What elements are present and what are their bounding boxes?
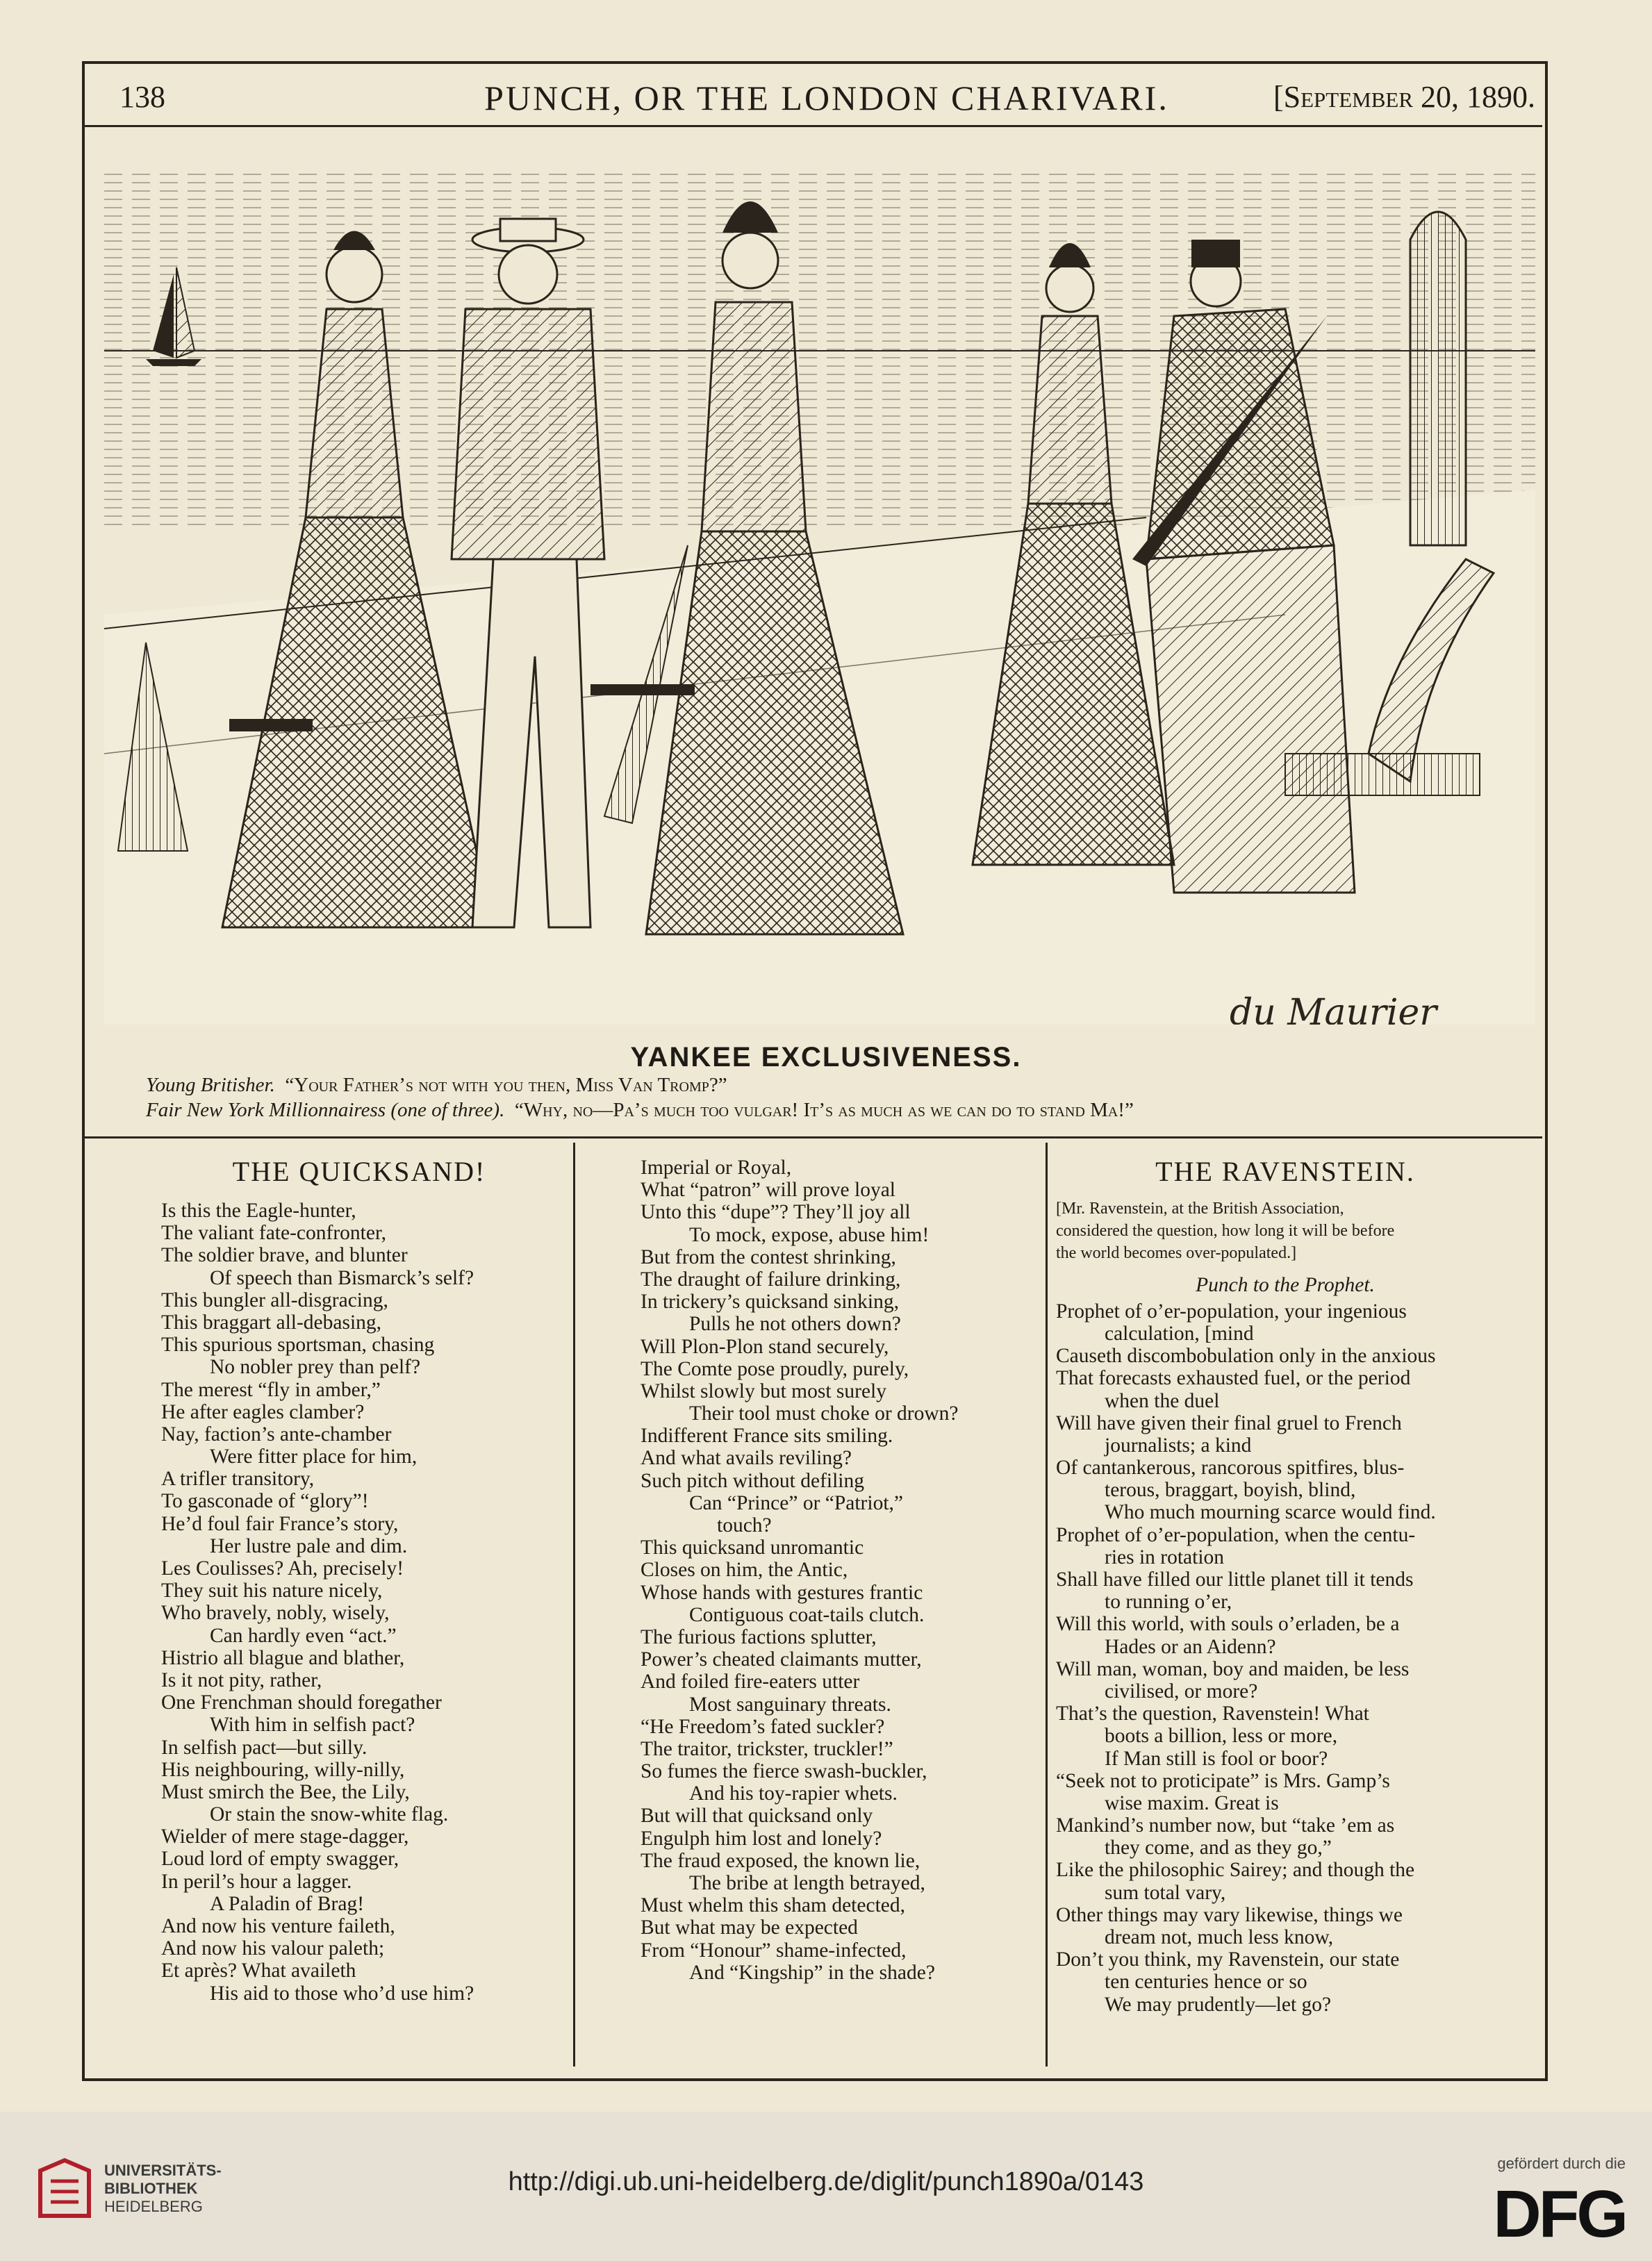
verse-line: considered the question, how long it will be before bbox=[1056, 1222, 1395, 1241]
column-divider-2 bbox=[1046, 1143, 1048, 2067]
verse-line: when the duel bbox=[1105, 1389, 1220, 1412]
verse-line: The Comte pose proudly, purely, bbox=[641, 1357, 909, 1380]
verse-line: they come, and as they go,” bbox=[1105, 1837, 1332, 1860]
verse-line: He after eagles clamber? bbox=[161, 1400, 365, 1423]
verse-line: Who much mourning scarce would find. bbox=[1105, 1501, 1436, 1524]
verse-line: What “patron” will prove loyal bbox=[641, 1179, 895, 1202]
verse-line: Histrio all blague and blather, bbox=[161, 1646, 405, 1669]
verse-line: But what may be expected bbox=[641, 1916, 858, 1939]
caption-speaker-2: Fair New York Millionnairess (one of three). bbox=[146, 1099, 505, 1121]
verse-line: dream not, much less know, bbox=[1105, 1926, 1334, 1949]
verse-line: Of speech than Bismarck’s self? bbox=[210, 1266, 474, 1289]
poem-subtitle: Punch to the Prophet. bbox=[1196, 1273, 1375, 1296]
verse-line: The valiant fate-confronter, bbox=[161, 1222, 386, 1245]
verse-line: Must smirch the Bee, the Lily, bbox=[161, 1780, 410, 1803]
verse-line: Such pitch without defiling bbox=[641, 1469, 865, 1492]
library-name-line-2: BIBLIOTHEK bbox=[104, 2180, 198, 2197]
verse-line: Is it not pity, rather, bbox=[161, 1668, 322, 1691]
verse-line: Indifferent France sits smiling. bbox=[641, 1425, 893, 1448]
editorial-note bbox=[1056, 1200, 1514, 1267]
verse-line: touch? bbox=[717, 1514, 772, 1537]
verse-line: And foiled fire-eaters utter bbox=[641, 1671, 860, 1693]
poem-lines bbox=[641, 1157, 1036, 1984]
verse-line: Mankind’s number now, but “take ’em as bbox=[1056, 1814, 1395, 1837]
verse-line: And now his venture faileth, bbox=[161, 1915, 395, 1937]
caption-rule bbox=[83, 1136, 1542, 1138]
verse-line: A Paladin of Brag! bbox=[210, 1892, 365, 1915]
verse-line: Power’s cheated claimants mutter, bbox=[641, 1648, 922, 1671]
verse-line: boots a billion, less or more, bbox=[1105, 1725, 1338, 1748]
verse-line: To mock, expose, abuse him! bbox=[689, 1223, 930, 1246]
verse-line: Don’t you think, my Ravenstein, our state bbox=[1056, 1948, 1400, 1971]
verse-line: If Man still is fool or boor? bbox=[1105, 1747, 1328, 1770]
verse-line: No nobler prey than pelf? bbox=[210, 1356, 421, 1379]
verse-line: Like the philosophic Sairey; and though the bbox=[1056, 1859, 1415, 1882]
verse-line: And what avails reviling? bbox=[641, 1447, 852, 1470]
verse-line: Will man, woman, boy and maiden, be less bbox=[1056, 1657, 1410, 1680]
library-name-line-3: HEIDELBERG bbox=[104, 2198, 203, 2215]
verse-line: Must whelm this sham detected, bbox=[641, 1894, 905, 1917]
page-number: 138 bbox=[119, 80, 165, 114]
verse-line: His aid to those who’d use him? bbox=[210, 1982, 474, 2005]
library-name-line-1: UNIVERSITÄTS- bbox=[104, 2162, 222, 2179]
verse-line: Hades or an Aidenn? bbox=[1105, 1635, 1276, 1658]
verse-line: Of cantankerous, rancorous spitfires, blus- bbox=[1056, 1457, 1405, 1480]
poem-quicksand bbox=[161, 1157, 557, 2005]
verse-line: The bribe at length betrayed, bbox=[689, 1872, 925, 1894]
verse-line: to running o’er, bbox=[1105, 1591, 1232, 1614]
verse-line: “Seek not to proticipate” is Mrs. Gamp’s bbox=[1056, 1769, 1390, 1792]
verse-line: His neighbouring, willy-nilly, bbox=[161, 1758, 405, 1781]
verse-line: The draught of failure drinking, bbox=[641, 1268, 901, 1291]
verse-line: Engulph him lost and lonely? bbox=[641, 1827, 882, 1850]
verse-line: journalists; a kind bbox=[1105, 1434, 1252, 1457]
verse-line: Les Coulisses? Ah, precisely! bbox=[161, 1557, 404, 1580]
poem-lines bbox=[161, 1200, 557, 2005]
verse-line: That’s the question, Ravenstein! What bbox=[1056, 1703, 1369, 1725]
page-header bbox=[104, 76, 1535, 132]
verse-line: [Mr. Ravenstein, at the British Association, bbox=[1056, 1200, 1344, 1218]
caption-text-1: “Your Father’s not with you then, Miss Van Tromp?” bbox=[285, 1074, 727, 1096]
verse-line: In trickery’s quicksand sinking, bbox=[641, 1291, 899, 1314]
caption-line-1 bbox=[146, 1074, 727, 1097]
verse-line: Imperial or Royal, bbox=[641, 1157, 792, 1179]
verse-line: terous, braggart, boyish, blind, bbox=[1105, 1479, 1356, 1502]
verse-line: So fumes the fierce swash-buckler, bbox=[641, 1760, 927, 1783]
verse-line: “He Freedom’s fated suckler? bbox=[641, 1715, 885, 1738]
verse-line: This bungler all-disgracing, bbox=[161, 1289, 388, 1311]
verse-line: Contiguous coat-tails clutch. bbox=[689, 1603, 925, 1626]
verse-line: wise maxim. Great is bbox=[1105, 1791, 1279, 1814]
verse-line: Or stain the snow-white flag. bbox=[210, 1803, 449, 1826]
cartoon-illustration bbox=[104, 129, 1535, 1025]
verse-line: And now his valour paleth; bbox=[161, 1937, 385, 1960]
verse-line: Her lustre pale and dim. bbox=[210, 1534, 408, 1557]
verse-line: Their tool must choke or drown? bbox=[689, 1402, 959, 1425]
verse-line: And his toy-rapier whets. bbox=[689, 1782, 898, 1805]
verse-line: Can hardly even “act.” bbox=[210, 1624, 397, 1647]
verse-line: From “Honour” shame-infected, bbox=[641, 1939, 907, 1962]
verse-line: Most sanguinary threats. bbox=[689, 1693, 891, 1716]
verse-line: Nay, faction’s ante-chamber bbox=[161, 1423, 392, 1446]
column-divider-1 bbox=[573, 1143, 575, 2067]
verse-line: The traitor, trickster, truckler!” bbox=[641, 1737, 893, 1760]
verse-line: This braggart all-debasing, bbox=[161, 1311, 382, 1334]
verse-line: The fraud exposed, the known lie, bbox=[641, 1849, 920, 1872]
poem-lines bbox=[1056, 1300, 1514, 2016]
verse-line: Other things may vary likewise, things we bbox=[1056, 1903, 1403, 1926]
verse-line: Prophet of o’er-population, your ingenious bbox=[1056, 1300, 1407, 1323]
verse-line: The furious factions splutter, bbox=[641, 1625, 877, 1648]
verse-line: Pulls he not others down? bbox=[689, 1313, 901, 1336]
poem-title: THE RAVENSTEIN. bbox=[1155, 1156, 1415, 1187]
verse-line: Shall have filled our little planet till it tends bbox=[1056, 1568, 1414, 1591]
verse-line: To gasconade of “glory”! bbox=[161, 1490, 369, 1513]
verse-line: In selfish pact—but silly. bbox=[161, 1736, 367, 1759]
verse-line: Whose hands with gestures frantic bbox=[641, 1581, 923, 1604]
verse-line: Wielder of mere stage-dagger, bbox=[161, 1825, 409, 1848]
artist-signature: du Maurier bbox=[1230, 992, 1437, 1025]
verse-line: This spurious sportsman, chasing bbox=[161, 1334, 435, 1357]
digitization-footer bbox=[0, 2112, 1652, 2261]
verse-line: Can “Prince” or “Patriot,” bbox=[689, 1491, 903, 1514]
permalink[interactable]: http://digi.ub.uni-heidelberg.de/diglit/punch1890a/0143 bbox=[508, 2167, 1144, 2196]
verse-line: We may prudently—let go? bbox=[1105, 1993, 1332, 2016]
verse-line: Is this the Eagle-hunter, bbox=[161, 1200, 356, 1222]
verse-line: Will Plon-Plon stand securely, bbox=[641, 1335, 889, 1358]
verse-line: They suit his nature nicely, bbox=[161, 1580, 383, 1602]
dfg-logo: DFG bbox=[1493, 2177, 1626, 2251]
verse-line: Will have given their final gruel to French bbox=[1056, 1411, 1402, 1434]
caption-text-2: “Why, no—Pa’s much too vulgar! It’s as much as we can do to stand Ma!” bbox=[514, 1099, 1134, 1121]
verse-line: ten centuries hence or so bbox=[1105, 1971, 1307, 1994]
verse-line: Unto this “dupe”? They’ll joy all bbox=[641, 1201, 911, 1224]
verse-line: Loud lord of empty swagger, bbox=[161, 1848, 399, 1871]
issue-date: [September 20, 1890. bbox=[1273, 80, 1535, 114]
header-rule bbox=[83, 125, 1542, 127]
funding-label: gefördert durch die bbox=[1497, 2155, 1626, 2172]
verse-line: Prophet of o’er-population, when the centu- bbox=[1056, 1523, 1416, 1546]
poem-title: THE QUICKSAND! bbox=[232, 1156, 486, 1187]
verse-line: ries in rotation bbox=[1105, 1546, 1225, 1568]
caption-speaker-1: Young Britisher. bbox=[146, 1074, 275, 1096]
verse-line: The merest “fly in amber,” bbox=[161, 1378, 381, 1401]
caption-line-2 bbox=[146, 1099, 1134, 1122]
verse-line: sum total vary, bbox=[1105, 1881, 1226, 1904]
verse-line: Causeth discombobulation only in the anxious bbox=[1056, 1345, 1436, 1368]
verse-line: calculation, [mind bbox=[1105, 1322, 1254, 1345]
verse-line: But from the contest shrinking, bbox=[641, 1245, 896, 1268]
verse-line: That forecasts exhausted fuel, or the period bbox=[1056, 1367, 1411, 1390]
verse-line: Whilst slowly but most surely bbox=[641, 1380, 886, 1402]
cartoon-title: YANKEE EXCLUSIVENESS. bbox=[630, 1042, 1022, 1072]
verse-line: Will this world, with souls o’erladen, be a bbox=[1056, 1613, 1400, 1636]
poem-ravenstein bbox=[1056, 1157, 1514, 2016]
verse-line: And “Kingship” in the shade? bbox=[689, 1961, 935, 1984]
verse-line: A trifler transitory, bbox=[161, 1468, 315, 1491]
verse-line: The soldier brave, and blunter bbox=[161, 1244, 408, 1267]
verse-line: He’d foul fair France’s story, bbox=[161, 1512, 399, 1535]
poem-quicksand-continued bbox=[641, 1157, 1036, 1984]
verse-line: Who bravely, nobly, wisely, bbox=[161, 1602, 390, 1625]
verse-line: Closes on him, the Antic, bbox=[641, 1559, 848, 1582]
verse-line: Et après? What availeth bbox=[161, 1960, 356, 1982]
verse-line: civilised, or more? bbox=[1105, 1680, 1258, 1703]
masthead: PUNCH, OR THE LONDON CHARIVARI. bbox=[484, 78, 1169, 117]
verse-line: Were fitter place for him, bbox=[210, 1446, 418, 1468]
verse-line: This quicksand unromantic bbox=[641, 1537, 864, 1559]
verse-line: In peril’s hour a lagger. bbox=[161, 1870, 352, 1893]
verse-line: One Frenchman should foregather bbox=[161, 1691, 442, 1714]
verse-line: But will that quicksand only bbox=[641, 1805, 873, 1828]
verse-line: With him in selfish pact? bbox=[210, 1714, 415, 1737]
verse-line: the world becomes over-populated.] bbox=[1056, 1244, 1297, 1263]
